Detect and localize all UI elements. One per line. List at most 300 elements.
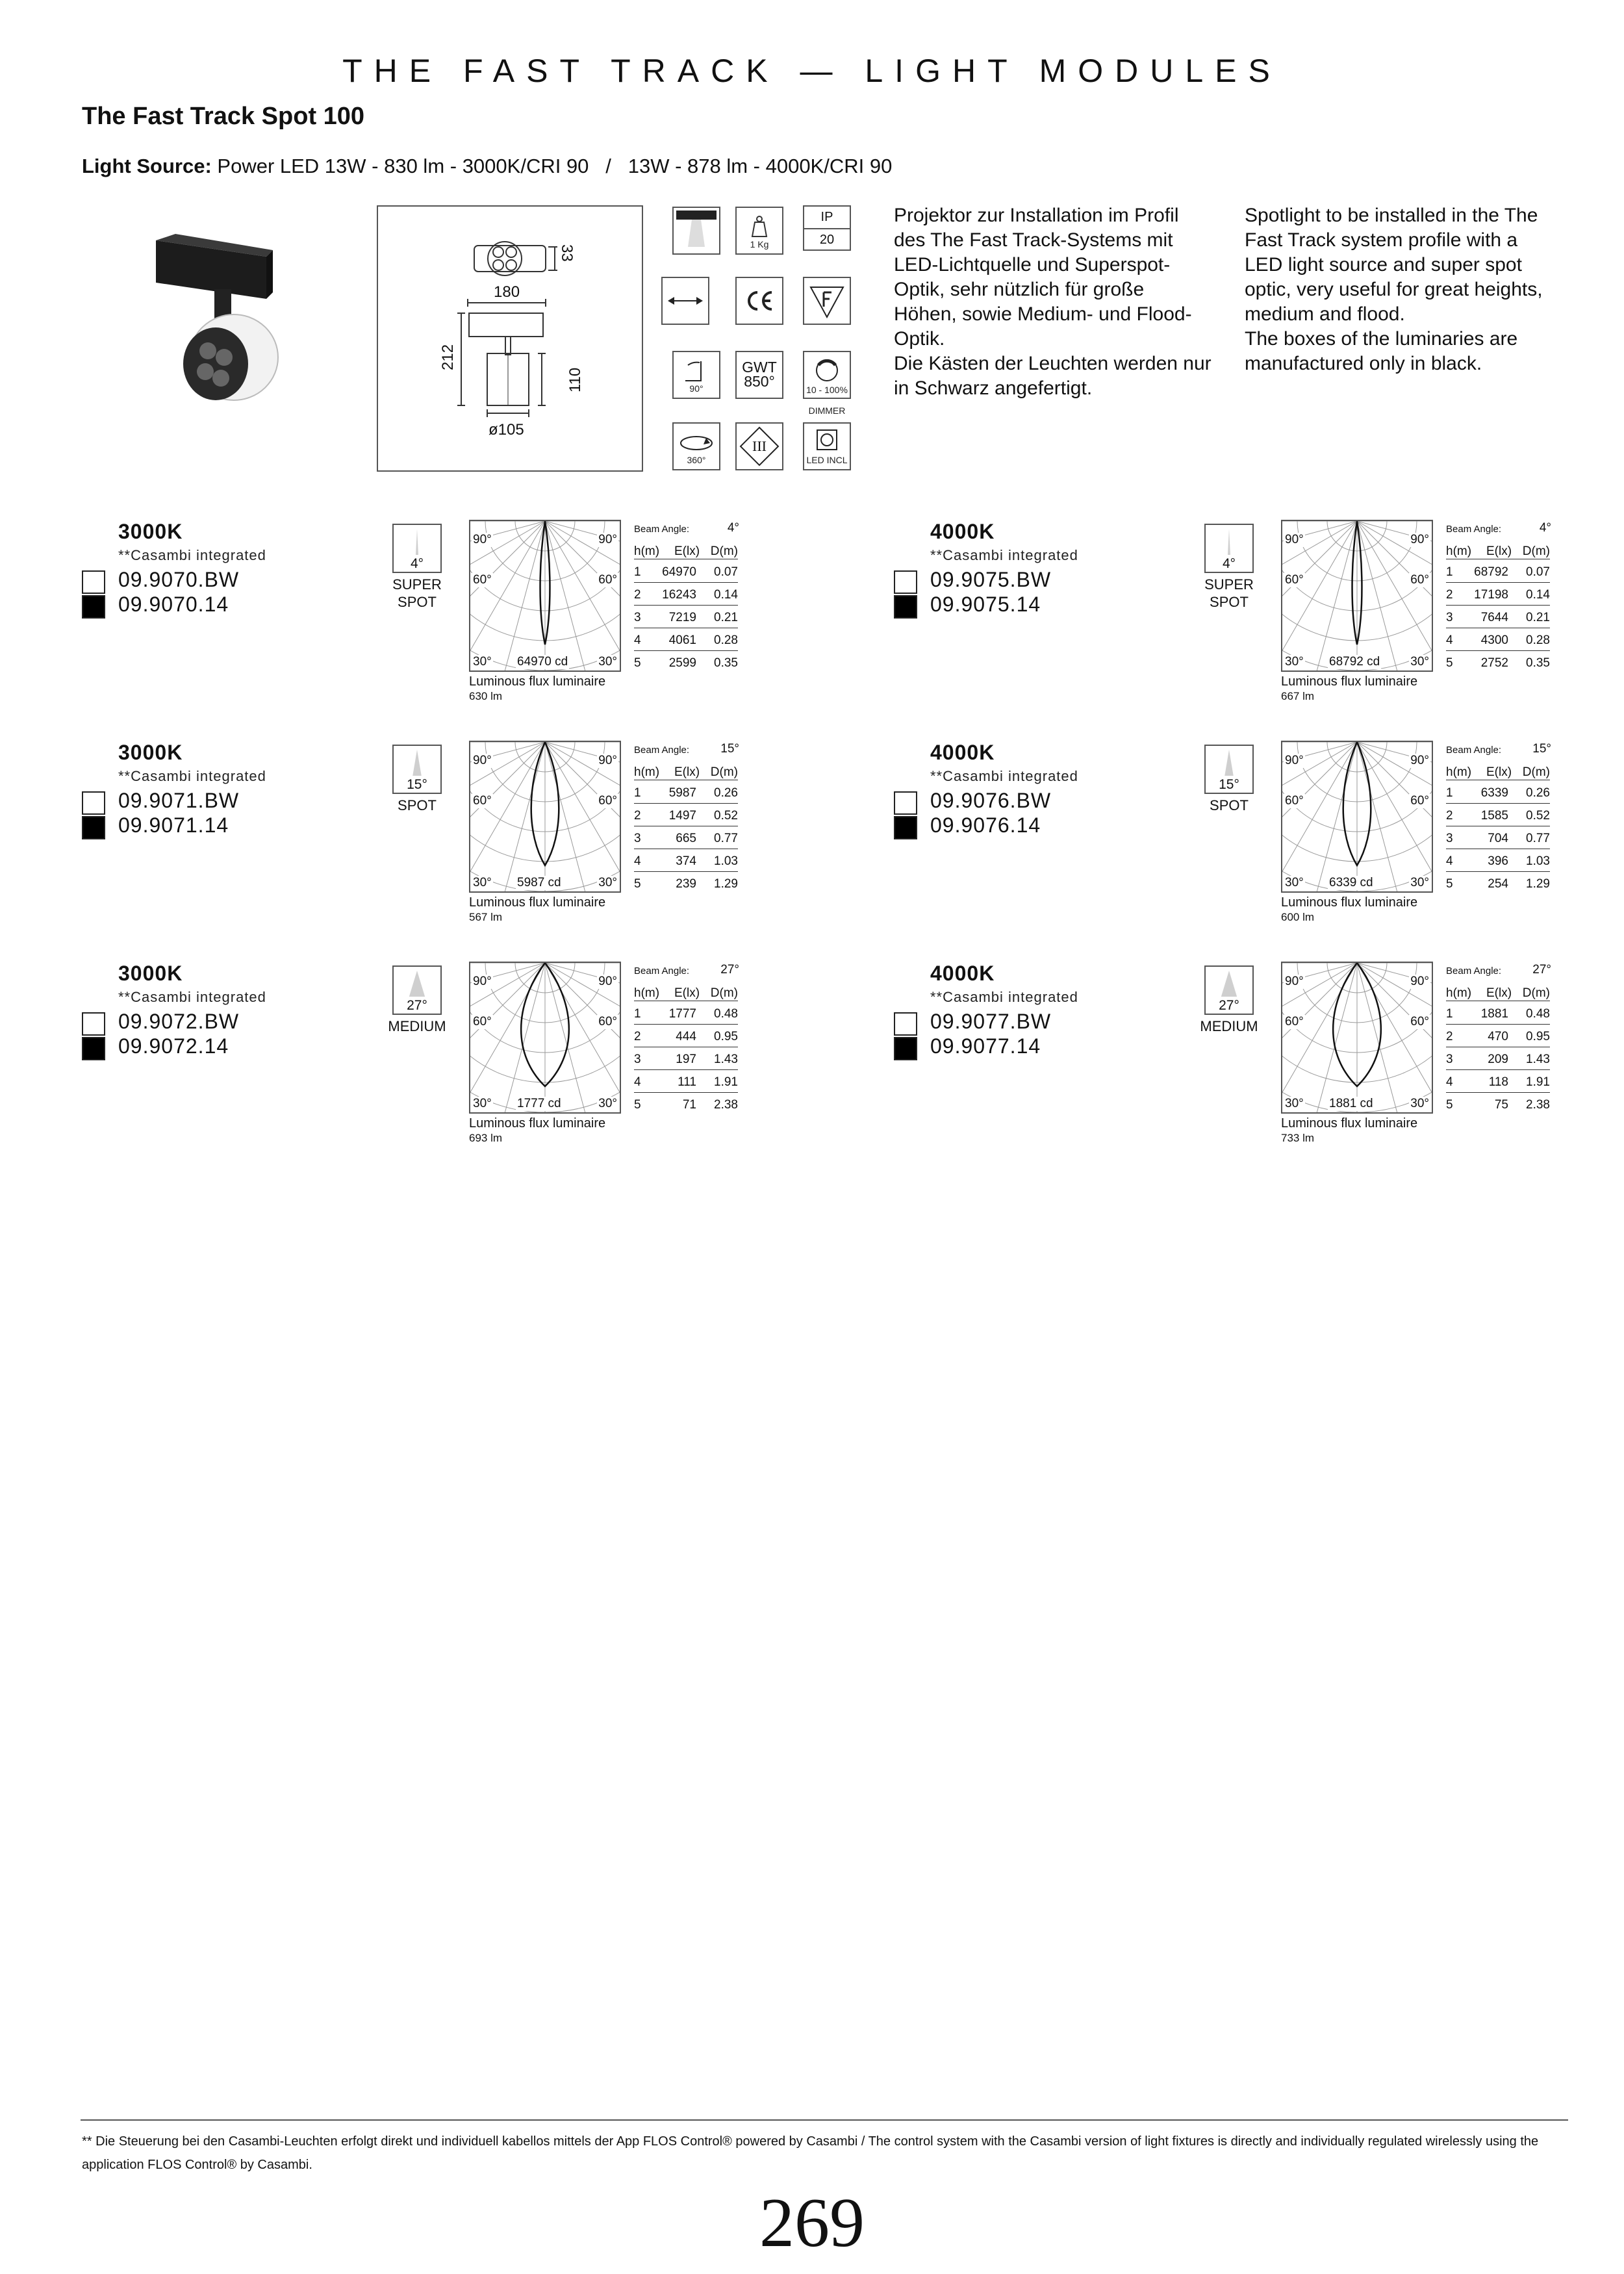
cell-illuminance: 374 [676, 854, 696, 868]
col-h-header: h(m) [634, 986, 660, 1000]
table-row [634, 656, 738, 673]
light-source-line [82, 155, 892, 178]
polar-label-30-right: 30° [1410, 876, 1429, 889]
cell-illuminance: 209 [1488, 1053, 1508, 1066]
description-en-line: Fast Track system profile with a [1245, 229, 1518, 251]
beam-angle-icon [392, 965, 442, 1015]
flux-value: 600 lm [1281, 911, 1315, 923]
beam-type-word: SPOT [398, 594, 437, 610]
black-finish-swatch [82, 816, 105, 839]
polar-label-60-right: 60° [1410, 573, 1429, 587]
flux-label: Luminous flux luminaire [469, 895, 606, 910]
col-e-header: E(lx) [674, 544, 700, 558]
beam-type-word: SUPER [392, 576, 442, 593]
table-row [634, 786, 738, 804]
polar-label-30-right: 30° [598, 655, 617, 669]
polar-label-90-left: 90° [1285, 975, 1304, 988]
rotation-icon [672, 422, 720, 470]
cell-diameter: 0.21 [1526, 611, 1550, 624]
table-row [1446, 786, 1550, 804]
table-row [1446, 565, 1550, 583]
rotation-label: 360° [687, 455, 706, 465]
class-iii-label: III [752, 438, 767, 454]
black-finish-swatch [82, 595, 105, 619]
casambi-note: **Casambi integrated [930, 989, 1078, 1005]
product-code-white: 09.9070.BW [118, 568, 240, 591]
cell-illuminance: 1777 [668, 1007, 696, 1021]
polar-label-60-left: 60° [1285, 573, 1304, 587]
cell-diameter: 2.38 [1526, 1098, 1550, 1112]
cell-illuminance: 2752 [1480, 656, 1508, 670]
cell-illuminance: 16243 [662, 588, 696, 602]
col-e-header: E(lx) [1486, 765, 1512, 779]
black-finish-swatch [894, 816, 917, 839]
polar-label-90-left: 90° [473, 533, 492, 546]
weight-icon [735, 207, 783, 255]
polar-label-60-right: 60° [598, 573, 617, 587]
cct-label: 3000K [118, 962, 183, 985]
variant-block [82, 962, 796, 1169]
cell-height: 2 [1446, 588, 1453, 602]
col-h-header: h(m) [634, 765, 660, 779]
dimmer-icon [803, 351, 851, 416]
class-iii-icon [735, 422, 783, 470]
beam-type-word: SPOT [398, 797, 437, 813]
product-code-black: 09.9072.14 [118, 1034, 229, 1058]
beam-cone [1221, 971, 1237, 997]
table-header-row [634, 544, 738, 559]
dim-212: 212 [439, 344, 457, 370]
cell-height: 2 [1446, 1030, 1453, 1043]
white-finish-swatch [894, 791, 917, 815]
polar-label-90-right: 90° [598, 754, 617, 767]
product-code-black: 09.9075.14 [930, 593, 1041, 616]
table-row [634, 1053, 738, 1070]
polar-spoke [1357, 521, 1412, 671]
polar-label-90-left: 90° [1285, 533, 1304, 546]
ip-label: IP [804, 207, 850, 229]
polar-label-90-right: 90° [1410, 975, 1429, 988]
cell-height: 3 [1446, 611, 1453, 624]
beam-angle-value: 4° [410, 556, 424, 571]
cell-illuminance: 7644 [1480, 611, 1508, 624]
ip-rating-icon [803, 205, 851, 251]
dim-105: ø105 [488, 421, 524, 439]
white-finish-swatch [82, 570, 105, 594]
track-mount-icon [672, 207, 720, 255]
cell-diameter: 2.38 [714, 1098, 738, 1112]
table-row [1446, 877, 1550, 894]
table-row [1446, 1053, 1550, 1070]
polar-label-60-right: 60° [1410, 794, 1429, 808]
beam-type-word: MEDIUM [1200, 1018, 1258, 1034]
black-finish-swatch [82, 1037, 105, 1060]
polar-spoke [1302, 963, 1357, 1112]
cell-height: 4 [634, 854, 641, 868]
cell-illuminance: 1497 [668, 809, 696, 823]
description-de-line: Höhen, sowie Medium- und Flood- [894, 303, 1192, 325]
cell-diameter: 0.77 [1526, 832, 1550, 845]
cell-height: 1 [634, 786, 641, 800]
beam-angle-icon [392, 524, 442, 573]
cell-illuminance: 68792 [1474, 565, 1508, 579]
description-de-line: LED-Lichtquelle und Superspot- [894, 254, 1171, 275]
beam-angle-value: 4° [1222, 556, 1236, 571]
product-code-black: 09.9077.14 [930, 1034, 1041, 1058]
dimmer-label: DIMMER [808, 405, 846, 416]
table-row [634, 611, 738, 628]
cct-label: 4000K [930, 741, 995, 764]
beam-cone [409, 971, 425, 997]
product-code-black: 09.9076.14 [930, 813, 1041, 837]
gwt-label: GWT [742, 359, 777, 376]
beam-type-name [381, 576, 453, 611]
flux-label: Luminous flux luminaire [1281, 895, 1418, 910]
cell-diameter: 0.21 [714, 611, 738, 624]
ip-value: 20 [819, 233, 835, 247]
beam-angle-label: Beam Angle: [634, 965, 690, 977]
beam-angle-icon [1204, 965, 1254, 1015]
cell-diameter: 0.48 [714, 1007, 738, 1021]
col-h-header: h(m) [634, 544, 660, 558]
light-source-value: Power LED 13W - 830 lm - 3000K/CRI 90 / 13W - 878 lm - 4000K/CRI 90 [217, 155, 893, 177]
cell-diameter: 0.07 [1526, 565, 1550, 579]
cell-illuminance: 75 [1494, 1098, 1508, 1112]
cell-illuminance: 197 [676, 1053, 696, 1066]
description-en-line: The boxes of the luminaries are [1245, 328, 1518, 350]
beam-type-name [381, 1017, 453, 1035]
table-row [1446, 1030, 1550, 1047]
cell-illuminance: 6339 [1480, 786, 1508, 800]
table-row [634, 877, 738, 894]
beam-angle-value: 27° [407, 998, 427, 1013]
beam-cone [416, 529, 418, 555]
table-row [634, 832, 738, 849]
cell-diameter: 1.29 [714, 877, 738, 891]
gwt-icon [735, 351, 783, 399]
description-de [894, 203, 1232, 401]
polar-label-90-right: 90° [598, 975, 617, 988]
product-code-white: 09.9077.BW [930, 1010, 1052, 1033]
flux-value: 630 lm [469, 690, 503, 702]
beam-angle-table-value: 27° [720, 963, 739, 977]
black-finish-swatch [894, 1037, 917, 1060]
polar-label-60-right: 60° [598, 1015, 617, 1028]
description-en-line: Spotlight to be installed in the The [1245, 205, 1538, 226]
polar-label-30-right: 30° [1410, 1097, 1429, 1110]
col-d-header: D(m) [1522, 765, 1550, 779]
table-row [634, 1098, 738, 1115]
ce-mark-icon [735, 277, 783, 325]
beam-type-word: SUPER [1204, 576, 1254, 593]
white-finish-swatch [894, 570, 917, 594]
cell-height: 1 [634, 1007, 641, 1021]
polar-label-60-left: 60° [1285, 794, 1304, 808]
cell-height: 2 [634, 1030, 641, 1043]
beam-type-name [1193, 576, 1265, 611]
flux-label: Luminous flux luminaire [1281, 1116, 1418, 1131]
table-header-row [634, 765, 738, 780]
cell-illuminance: 118 [1488, 1075, 1508, 1089]
polar-label-30-right: 30° [598, 876, 617, 889]
variant-block [82, 741, 796, 949]
page-number: 269 [759, 2184, 865, 2262]
polar-diagram [469, 741, 621, 893]
cell-illuminance: 71 [682, 1098, 696, 1112]
cell-diameter: 0.52 [1526, 809, 1550, 823]
cell-illuminance: 64970 [662, 565, 696, 579]
cell-height: 2 [634, 588, 641, 602]
peak-intensity: 1881 cd [1329, 1097, 1373, 1110]
peak-intensity: 6339 cd [1329, 876, 1373, 889]
cell-illuminance: 111 [678, 1075, 696, 1089]
description-de-line: des The Fast Track-Systems mit [894, 229, 1173, 251]
polar-label-60-right: 60° [1410, 1015, 1429, 1028]
table-row [1446, 854, 1550, 872]
polar-label-60-left: 60° [473, 794, 492, 808]
cell-diameter: 0.28 [714, 633, 738, 647]
cell-diameter: 1.43 [714, 1053, 738, 1066]
cct-label: 3000K [118, 520, 183, 543]
polar-label-30-right: 30° [598, 1097, 617, 1110]
table-header-row [1446, 765, 1550, 780]
table-row [634, 809, 738, 826]
cell-height: 4 [1446, 633, 1453, 647]
cell-illuminance: 1881 [1480, 1007, 1508, 1021]
cell-diameter: 0.28 [1526, 633, 1550, 647]
cell-height: 1 [1446, 565, 1453, 579]
description-de-line: Optik. [894, 328, 945, 350]
table-row [1446, 832, 1550, 849]
polar-diagram [1281, 962, 1433, 1114]
product-code-white: 09.9075.BW [930, 568, 1052, 591]
cell-height: 5 [1446, 1098, 1453, 1112]
cell-illuminance: 2599 [668, 656, 696, 670]
cct-label: 4000K [930, 962, 995, 985]
tilt-icon [672, 351, 720, 399]
table-row [634, 854, 738, 872]
beam-cone [1228, 529, 1230, 555]
table-row [1446, 1075, 1550, 1093]
polar-label-30-left: 30° [473, 876, 492, 889]
col-h-header: h(m) [1446, 765, 1472, 779]
white-finish-swatch [894, 1012, 917, 1036]
product-image [143, 227, 286, 422]
polar-diagram [469, 520, 621, 672]
beam-angle-table-value: 15° [720, 742, 739, 756]
table-row [634, 588, 738, 606]
beam-angle-icon [1204, 524, 1254, 573]
weight-label: 1 Kg [750, 239, 769, 249]
beam-angle-value: 27° [1219, 998, 1239, 1013]
beam-angle-label: Beam Angle: [634, 745, 690, 756]
col-d-header: D(m) [710, 544, 738, 558]
beam-cone [1224, 750, 1234, 776]
description-en-line: manufactured only in black. [1245, 353, 1482, 374]
beam-angle-label: Beam Angle: [1446, 524, 1502, 535]
polar-diagram [1281, 741, 1433, 893]
cell-height: 4 [634, 1075, 641, 1089]
cell-diameter: 1.91 [1526, 1075, 1550, 1089]
polar-diagram [1281, 520, 1433, 672]
cell-illuminance: 17198 [1474, 588, 1508, 602]
description-en-line: medium and flood. [1245, 303, 1405, 325]
polar-spoke [490, 521, 545, 671]
dimmer-range: 10 - 100% [806, 385, 848, 395]
table-row [1446, 656, 1550, 673]
cell-height: 3 [1446, 832, 1453, 845]
peak-intensity: 64970 cd [517, 655, 568, 669]
cct-label: 3000K [118, 741, 183, 764]
cell-height: 2 [1446, 809, 1453, 823]
cell-illuminance: 239 [676, 877, 696, 891]
cell-illuminance: 1585 [1480, 809, 1508, 823]
flux-value: 693 lm [469, 1132, 503, 1144]
polar-label-30-left: 30° [1285, 1097, 1304, 1110]
polar-spoke [1357, 963, 1412, 1112]
cell-diameter: 1.03 [1526, 854, 1550, 868]
description-en [1245, 203, 1569, 376]
black-finish-swatch [894, 595, 917, 619]
col-d-header: D(m) [710, 765, 738, 779]
beam-angle-table-value: 15° [1532, 742, 1551, 756]
cell-height: 1 [1446, 1007, 1453, 1021]
table-row [634, 1030, 738, 1047]
beam-cone [412, 750, 422, 776]
beam-angle-value: 15° [1219, 777, 1239, 792]
footnote-divider [81, 2119, 1568, 2121]
flux-label: Luminous flux luminaire [1281, 674, 1418, 689]
cell-height: 3 [634, 611, 641, 624]
col-e-header: E(lx) [1486, 544, 1512, 558]
dim-110: 110 [566, 367, 584, 392]
cell-height: 5 [634, 1098, 641, 1112]
cell-height: 5 [634, 656, 641, 670]
polar-label-90-left: 90° [1285, 754, 1304, 767]
product-code-white: 09.9072.BW [118, 1010, 240, 1033]
polar-label-60-left: 60° [473, 573, 492, 587]
product-title: The Fast Track Spot 100 [82, 103, 365, 130]
cell-diameter: 1.29 [1526, 877, 1550, 891]
cell-diameter: 1.91 [714, 1075, 738, 1089]
beam-angle-label: Beam Angle: [634, 524, 690, 535]
product-code-black: 09.9070.14 [118, 593, 229, 616]
cell-illuminance: 7219 [668, 611, 696, 624]
table-row [634, 1007, 738, 1025]
technical-drawing [377, 205, 643, 472]
polar-spoke [545, 963, 600, 1112]
col-e-header: E(lx) [674, 986, 700, 1000]
cell-diameter: 1.43 [1526, 1053, 1550, 1066]
product-code-white: 09.9076.BW [930, 789, 1052, 812]
polar-label-90-right: 90° [598, 533, 617, 546]
cell-illuminance: 254 [1488, 877, 1508, 891]
cell-illuminance: 470 [1488, 1030, 1508, 1043]
col-h-header: h(m) [1446, 986, 1472, 1000]
table-row [1446, 809, 1550, 826]
beam-type-name [1193, 1017, 1265, 1035]
flux-value: 733 lm [1281, 1132, 1315, 1144]
width-arrow-icon [661, 277, 709, 325]
flux-value: 667 lm [1281, 690, 1315, 702]
light-source-label: Light Source: [82, 155, 212, 177]
cell-illuminance: 5987 [668, 786, 696, 800]
cell-height: 1 [1446, 786, 1453, 800]
beam-type-name [1193, 797, 1265, 814]
cell-diameter: 0.48 [1526, 1007, 1550, 1021]
casambi-note: **Casambi integrated [118, 768, 266, 784]
cell-illuminance: 4300 [1480, 633, 1508, 647]
polar-label-90-left: 90° [473, 975, 492, 988]
white-finish-swatch [82, 791, 105, 815]
casambi-note: **Casambi integrated [930, 547, 1078, 563]
casambi-note: **Casambi integrated [118, 989, 266, 1005]
col-d-header: D(m) [1522, 544, 1550, 558]
variant-block [82, 520, 796, 728]
polar-spoke [1302, 521, 1357, 671]
tilt-label: 90° [689, 383, 704, 394]
cell-height: 5 [1446, 656, 1453, 670]
table-header-row [1446, 544, 1550, 559]
cell-illuminance: 4061 [668, 633, 696, 647]
cell-diameter: 0.95 [714, 1030, 738, 1043]
beam-angle-label: Beam Angle: [1446, 745, 1502, 756]
beam-type-word: MEDIUM [388, 1018, 446, 1034]
led-incl-label: LED INCL [806, 455, 848, 465]
cell-height: 5 [634, 877, 641, 891]
table-row [1446, 1007, 1550, 1025]
beam-angle-icon [392, 745, 442, 794]
cell-height: 1 [634, 565, 641, 579]
col-e-header: E(lx) [674, 765, 700, 779]
polar-label-90-left: 90° [473, 754, 492, 767]
table-row [634, 633, 738, 651]
polar-spoke [545, 521, 600, 671]
dim-33: 33 [558, 244, 576, 262]
cell-diameter: 0.14 [714, 588, 738, 602]
cell-height: 3 [1446, 1053, 1453, 1066]
flux-label: Luminous flux luminaire [469, 674, 606, 689]
cell-diameter: 0.14 [1526, 588, 1550, 602]
col-h-header: h(m) [1446, 544, 1472, 558]
polar-label-90-right: 90° [1410, 533, 1429, 546]
polar-spoke [490, 963, 545, 1112]
cell-diameter: 0.26 [714, 786, 738, 800]
table-row [1446, 611, 1550, 628]
casambi-note: **Casambi integrated [930, 768, 1078, 784]
cell-diameter: 1.03 [714, 854, 738, 868]
description-en-line: optic, very useful for great heights, [1245, 279, 1543, 300]
table-row [1446, 588, 1550, 606]
cell-height: 3 [634, 1053, 641, 1066]
table-row [1446, 633, 1550, 651]
description-de-line: Optik, sehr nützlich für große [894, 279, 1145, 300]
led-incl-icon [803, 422, 851, 470]
table-row [634, 565, 738, 583]
variant-block [894, 962, 1608, 1169]
beam-angle-value: 15° [407, 777, 427, 792]
beam-type-name [381, 797, 453, 814]
beam-type-word: SPOT [1210, 594, 1249, 610]
polar-label-30-left: 30° [473, 655, 492, 669]
description-de-line: Die Kästen der Leuchten werden nur [894, 353, 1212, 374]
f-mark-icon [803, 277, 851, 325]
cell-diameter: 0.77 [714, 832, 738, 845]
cell-diameter: 0.26 [1526, 786, 1550, 800]
beam-angle-label: Beam Angle: [1446, 965, 1502, 977]
table-row [1446, 1098, 1550, 1115]
variant-block [894, 520, 1608, 728]
